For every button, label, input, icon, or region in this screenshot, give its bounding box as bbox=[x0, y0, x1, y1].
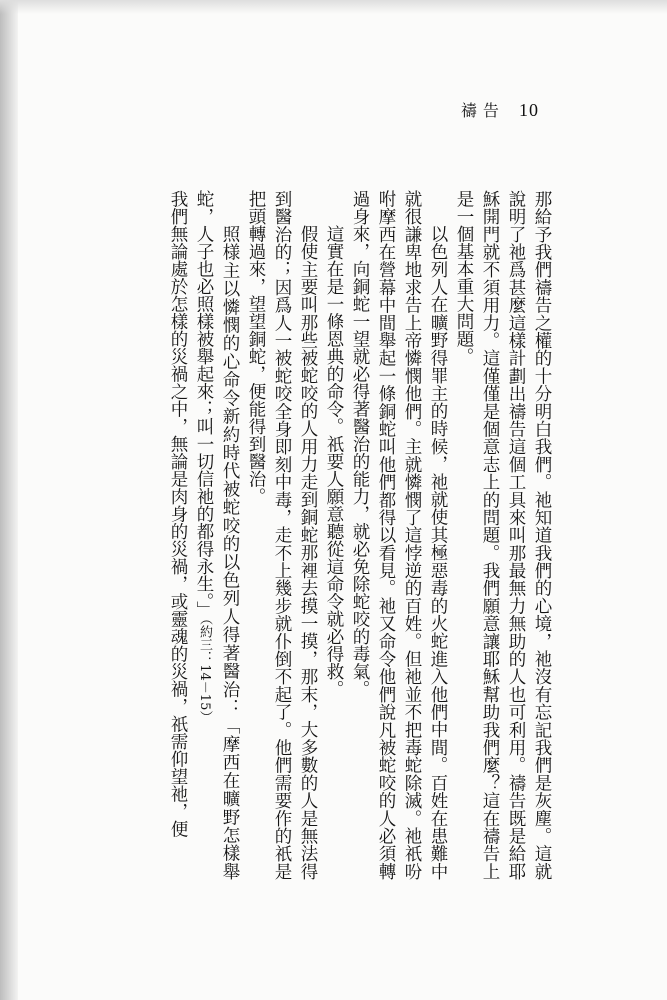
chapter-title: 禱告 bbox=[460, 101, 505, 120]
page-number: 10 bbox=[519, 100, 539, 120]
paragraph-3: 這實在是一條恩典的命令。祇要人願意聽從這命令就必得救。 bbox=[324, 225, 344, 698]
paragraph-1: 那給予我們禱告之權的十分明白我們。祂知道我們的心境，祂沒有忘記我們是灰塵。這就說明了祂爲甚麼這樣計劃出禱告這個工具來叫那最無力無助的人也可利用。禱告既是給耶穌開門就不須用力。這僅僅是個意志上的問題。我們願意讓耶穌幫助我們麼？這在禱告上是一個基本重大問題。 bbox=[454, 190, 552, 880]
spine-shadow bbox=[0, 0, 18, 1000]
scripture-reference: （約三：14－15） bbox=[197, 618, 212, 724]
running-header bbox=[461, 98, 539, 121]
top-edge-shadow bbox=[0, 0, 667, 14]
paragraph-2: 以色列人在曠野得罪主的時候，祂就使其極惡毒的火蛇進入他們中間。百姓在患難中就很謙卑地求告上帝憐憫他們。主就憐憫了這悖逆的百姓。但祂並不把毒蛇除滅。祂祇吩咐摩西在營幕中間舉起一條銅蛇叫他們都得以看見。祂又命令他們說凡被蛇咬的人必須轉過身來，向銅蛇一望就必得著醫治的能力，就必免除蛇咬的毒氣。 bbox=[350, 190, 448, 880]
paragraph-5-text: 照様主以憐憫的心命令新約時代被蛇咬的以色列人得著醫治：「摩西在曠野怎樣舉蛇，人子也必照樣被舉起來；叫一切信祂的都得永生。」 bbox=[194, 190, 240, 880]
paragraph-5 bbox=[191, 190, 243, 880]
paragraph-4: 假使主要叫那些被蛇咬的人用力走到銅蛇那裡去摸一摸，那末，大多數的人是無法得到醫治的；因爲人一被蛇咬全身即刻中毒，走不上幾步就仆倒不起了。他們需要作的祇是把頭轉過來，望望銅蛇，便能得到醫治。 bbox=[246, 190, 318, 880]
paragraph-6: 我們無論處於怎樣的災禍之中，無論是肉身的災禍，或靈魂的災禍，祇需仰望祂，便 bbox=[168, 190, 188, 838]
body-text bbox=[75, 190, 555, 880]
